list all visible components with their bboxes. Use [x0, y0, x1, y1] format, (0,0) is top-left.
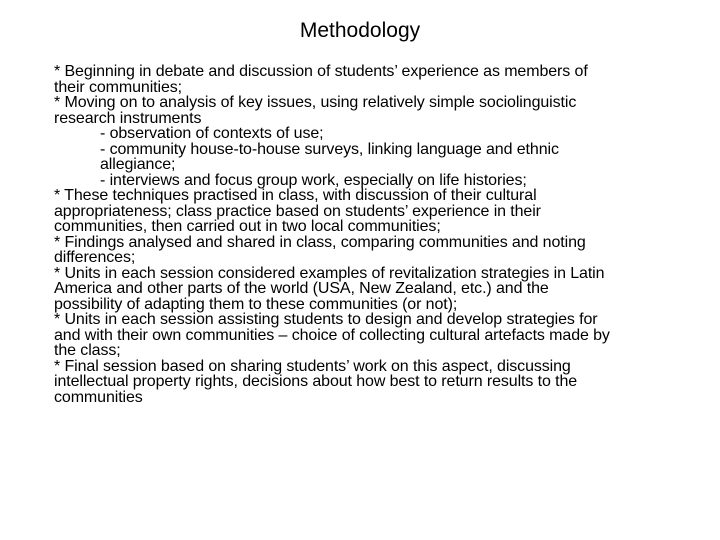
- sub-item-observation: - observation of contexts of use;: [100, 125, 324, 142]
- sub-item-surveys: - community house-to-house surveys, linking language and ethnic allegiance;: [100, 140, 559, 173]
- bullet-analysis-key-issues: * Moving on to analysis of key issues, using relatively simple sociolinguistic research instruments: [54, 94, 577, 127]
- bullet-final-session: * Final session based on sharing students’ work on this aspect, discussing intellectual property rights, decisions about how best to return results to the communities: [54, 357, 578, 406]
- slide-body: [54, 64, 694, 405]
- bullet-debate-discussion: * Beginning in debate and discussion of students’ experience as members of their communities;: [54, 63, 588, 96]
- bullet-revitalization-strategies: * Units in each session considered examples of revitalization strategies in Latin America and other parts of the world (USA, New Zealand, etc.) and the possibility of adapting them to these communities (or not);: [54, 264, 605, 313]
- slide-title: Methodology: [299, 19, 421, 42]
- bullet-techniques-practised: * These techniques practised in class, with discussion of their cultural appropriateness; class practice based on students’ experience in their communities, then carried out in two local communities;: [54, 187, 541, 235]
- bullet-design-strategies: * Units in each session assisting students to design and develop strategies for and with their own communities – choice of collecting cultural artefacts made by the class;: [54, 311, 610, 359]
- bullet-findings-analysed: * Findings analysed and shared in class, comparing communities and noting differences;: [54, 233, 586, 266]
- sub-item-interviews: - interviews and focus group work, especially on life histories;: [100, 171, 527, 189]
